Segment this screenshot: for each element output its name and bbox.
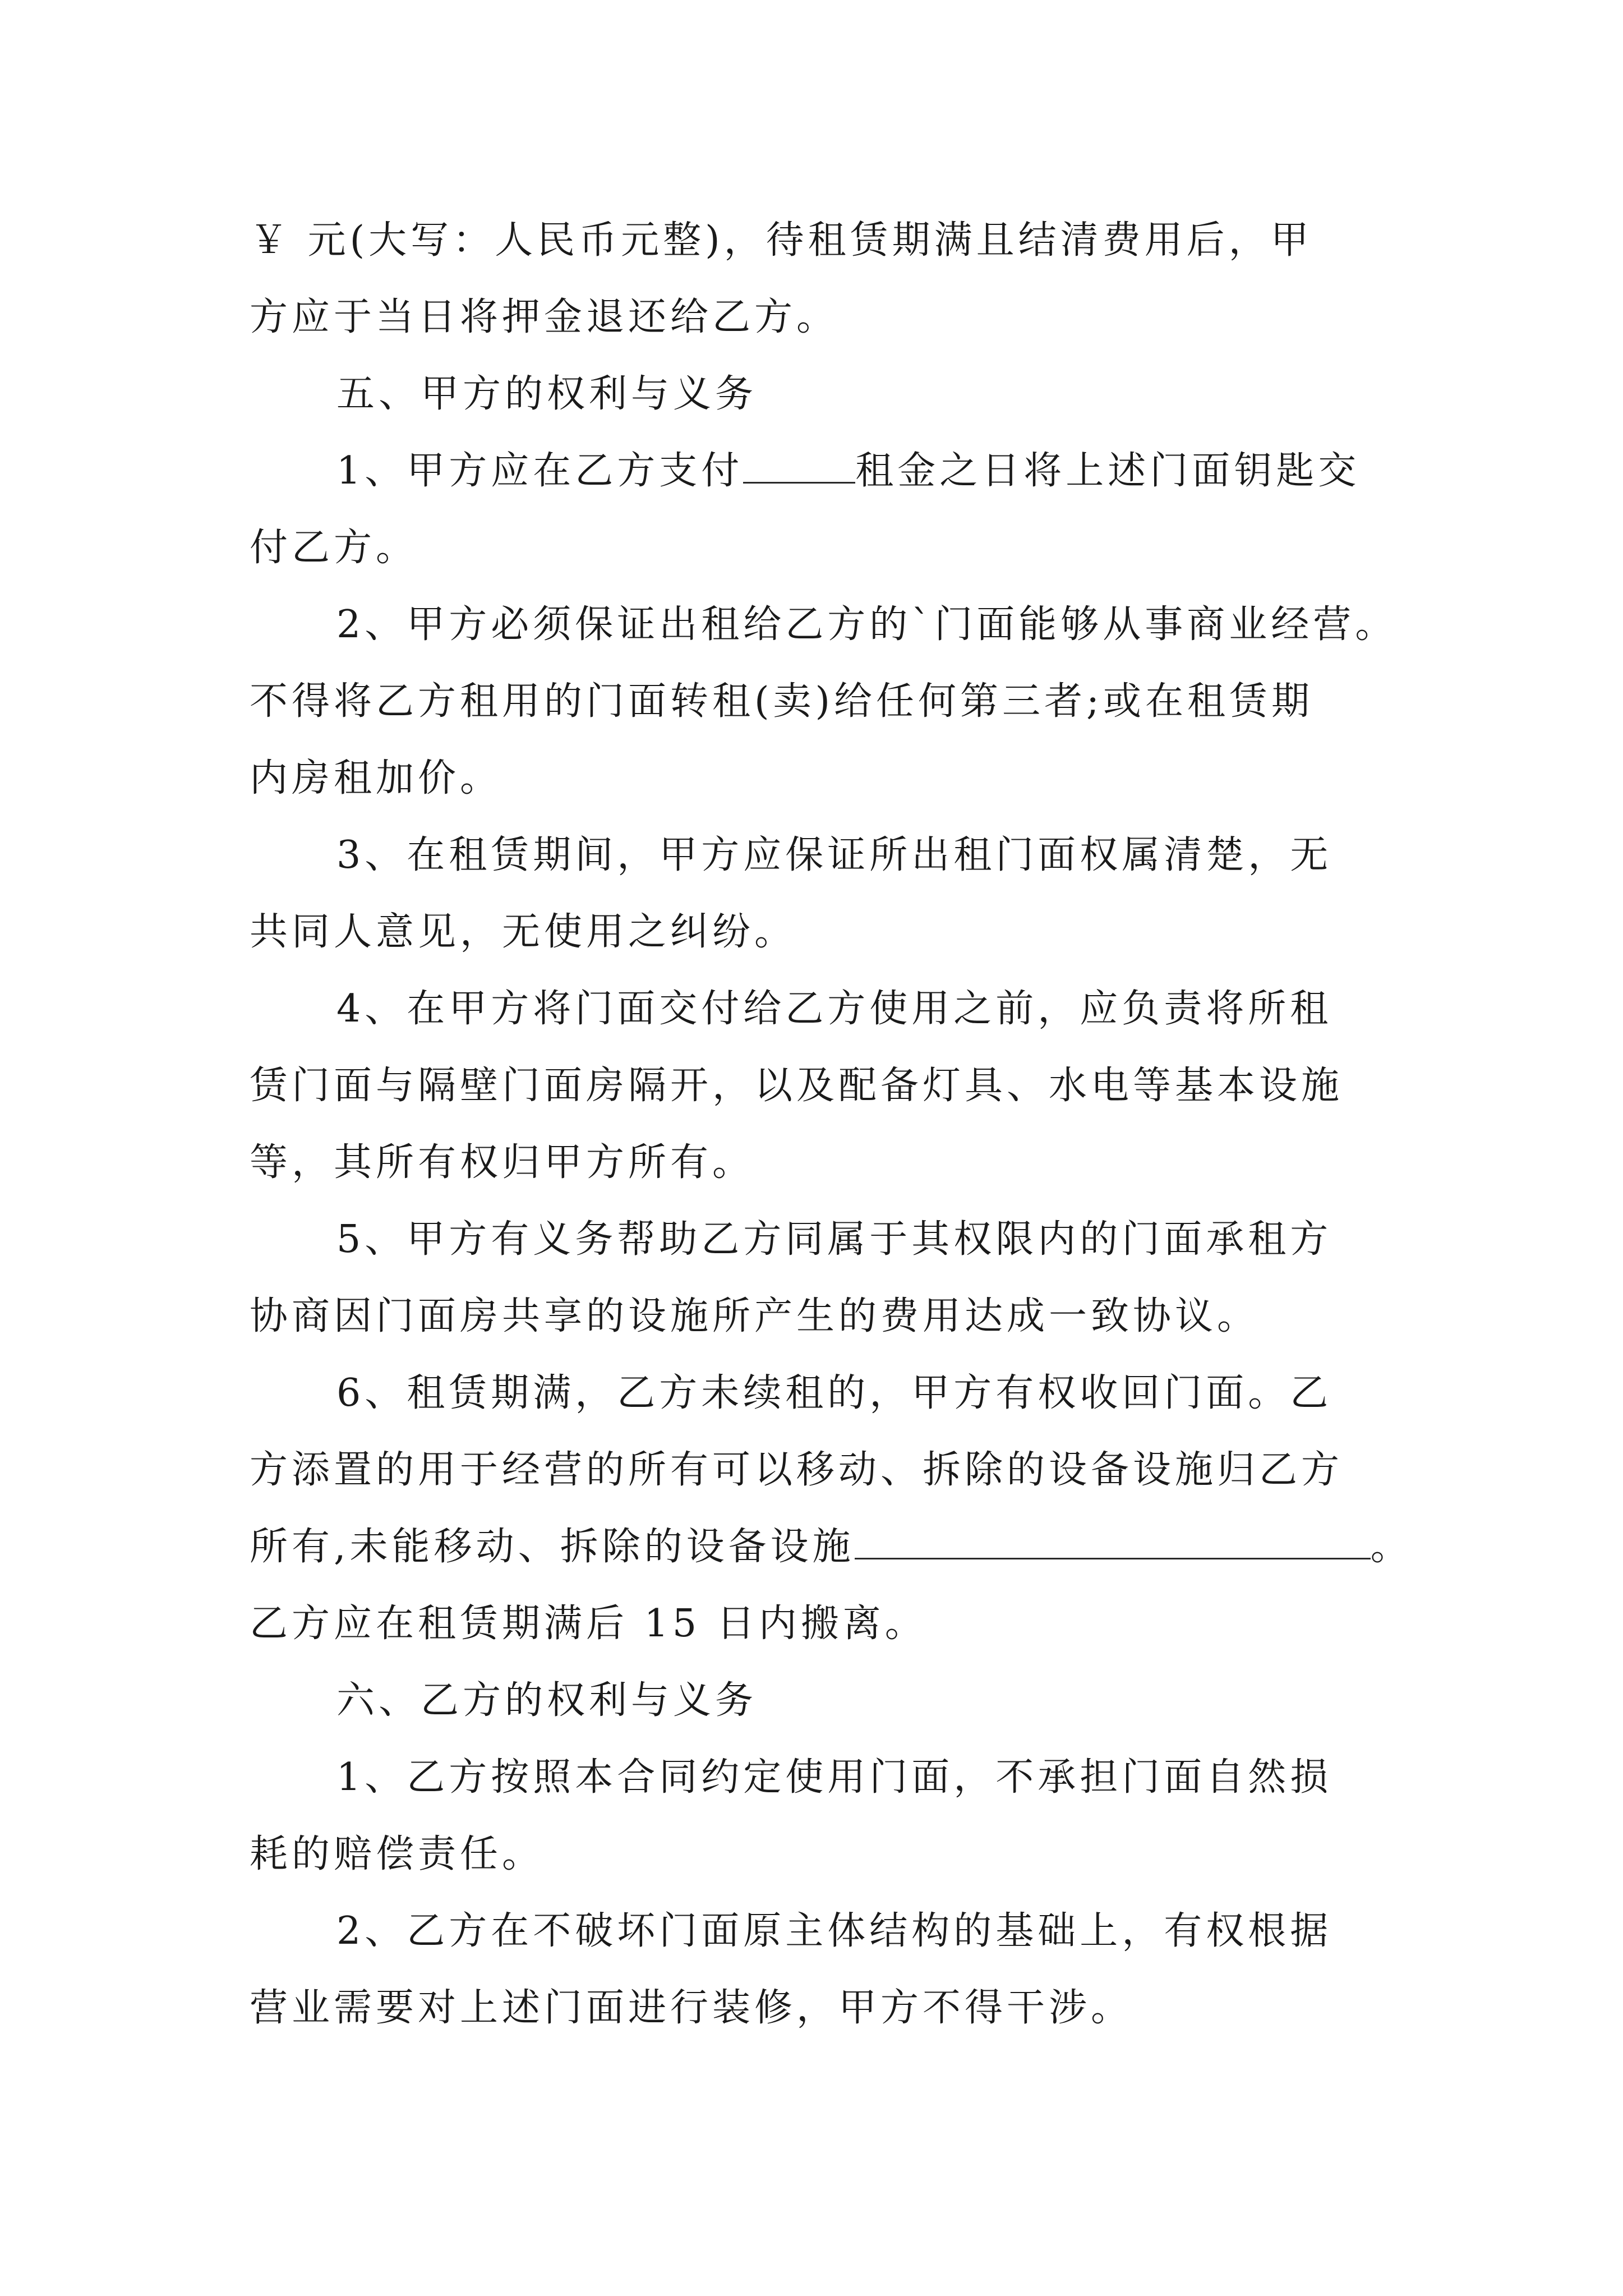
text-line [250, 1508, 1413, 1585]
text-line: 6、租赁期满，乙方未续租的，甲方有权收回门面。乙 [336, 1371, 1332, 1415]
text-line: 方添置的用于经营的所有可以移动、拆除的设备设施归乙方 [250, 1448, 1344, 1492]
text-line: 3、在租赁期间，甲方应保证所出租门面权属清楚，无 [336, 833, 1332, 877]
text-line: 赁门面与隔壁门面房隔开，以及配备灯具、水电等基本设施 [250, 1064, 1344, 1108]
text-line: ￥ 元(大写：人民币元整)，待租赁期满且结清费用后，甲 [250, 218, 1313, 263]
text-line: 2、甲方必须保证出租给乙方的`门面能够从事商业经营。 [336, 602, 1398, 647]
paragraph-6-1 [250, 1739, 1371, 1893]
paragraph-deposit [250, 202, 1371, 356]
text-segment: 。 [1370, 1525, 1413, 1569]
document-page [250, 202, 1413, 2046]
text-line: 5、甲方有义务帮助乙方同属于其权限内的门面承租方 [336, 1217, 1332, 1262]
text-segment: 1、甲方应在乙方支付 [336, 449, 744, 493]
text-line: 耗的赔偿责任。 [250, 1832, 545, 1876]
section-heading-5 [250, 356, 1371, 432]
text-line: 共同人意见，无使用之纠纷。 [250, 910, 797, 954]
paragraph-5-3 [250, 817, 1371, 970]
text-segment: 租金之日将上述门面钥匙交 [855, 449, 1361, 493]
text-line [250, 432, 1371, 509]
paragraph-5-4 [250, 970, 1371, 1201]
section-heading-6 [250, 1662, 1371, 1739]
section-heading: 五、甲方的权利与义务 [336, 372, 758, 416]
fill-in-blank [743, 445, 855, 484]
paragraph-5-1 [250, 432, 1371, 586]
text-line: 内房租加价。 [250, 756, 502, 800]
text-line: 等，其所有权归甲方所有。 [250, 1140, 755, 1185]
text-line: 不得将乙方租用的门面转租(卖)给任何第三者;或在租赁期 [250, 679, 1313, 724]
paragraph-5-2 [250, 586, 1398, 817]
text-segment: 所有,未能移动、拆除的设备设施 [250, 1525, 855, 1569]
text-line: 乙方应在租赁期满后 15 日内搬离。 [250, 1602, 927, 1646]
text-line: 1、乙方按照本合同约定使用门面，不承担门面自然损 [336, 1755, 1332, 1800]
section-heading: 六、乙方的权利与义务 [336, 1678, 758, 1723]
text-line: 2、乙方在不破坏门面原主体结构的基础上，有权根据 [336, 1909, 1332, 1953]
text-line: 付乙方。 [250, 526, 418, 570]
text-line: 协商因门面房共享的设施所产生的费用达成一致协议。 [250, 1294, 1260, 1338]
text-line: 方应于当日将押金退还给乙方。 [250, 295, 839, 339]
paragraph-5-6 [250, 1355, 1413, 1662]
fill-in-blank [855, 1521, 1371, 1559]
paragraph-6-2 [250, 1893, 1371, 2046]
text-line: 营业需要对上述门面进行装修，甲方不得干涉。 [250, 1986, 1133, 2030]
paragraph-5-5 [250, 1201, 1371, 1355]
text-line: 4、在甲方将门面交付给乙方使用之前，应负责将所租 [336, 987, 1332, 1031]
